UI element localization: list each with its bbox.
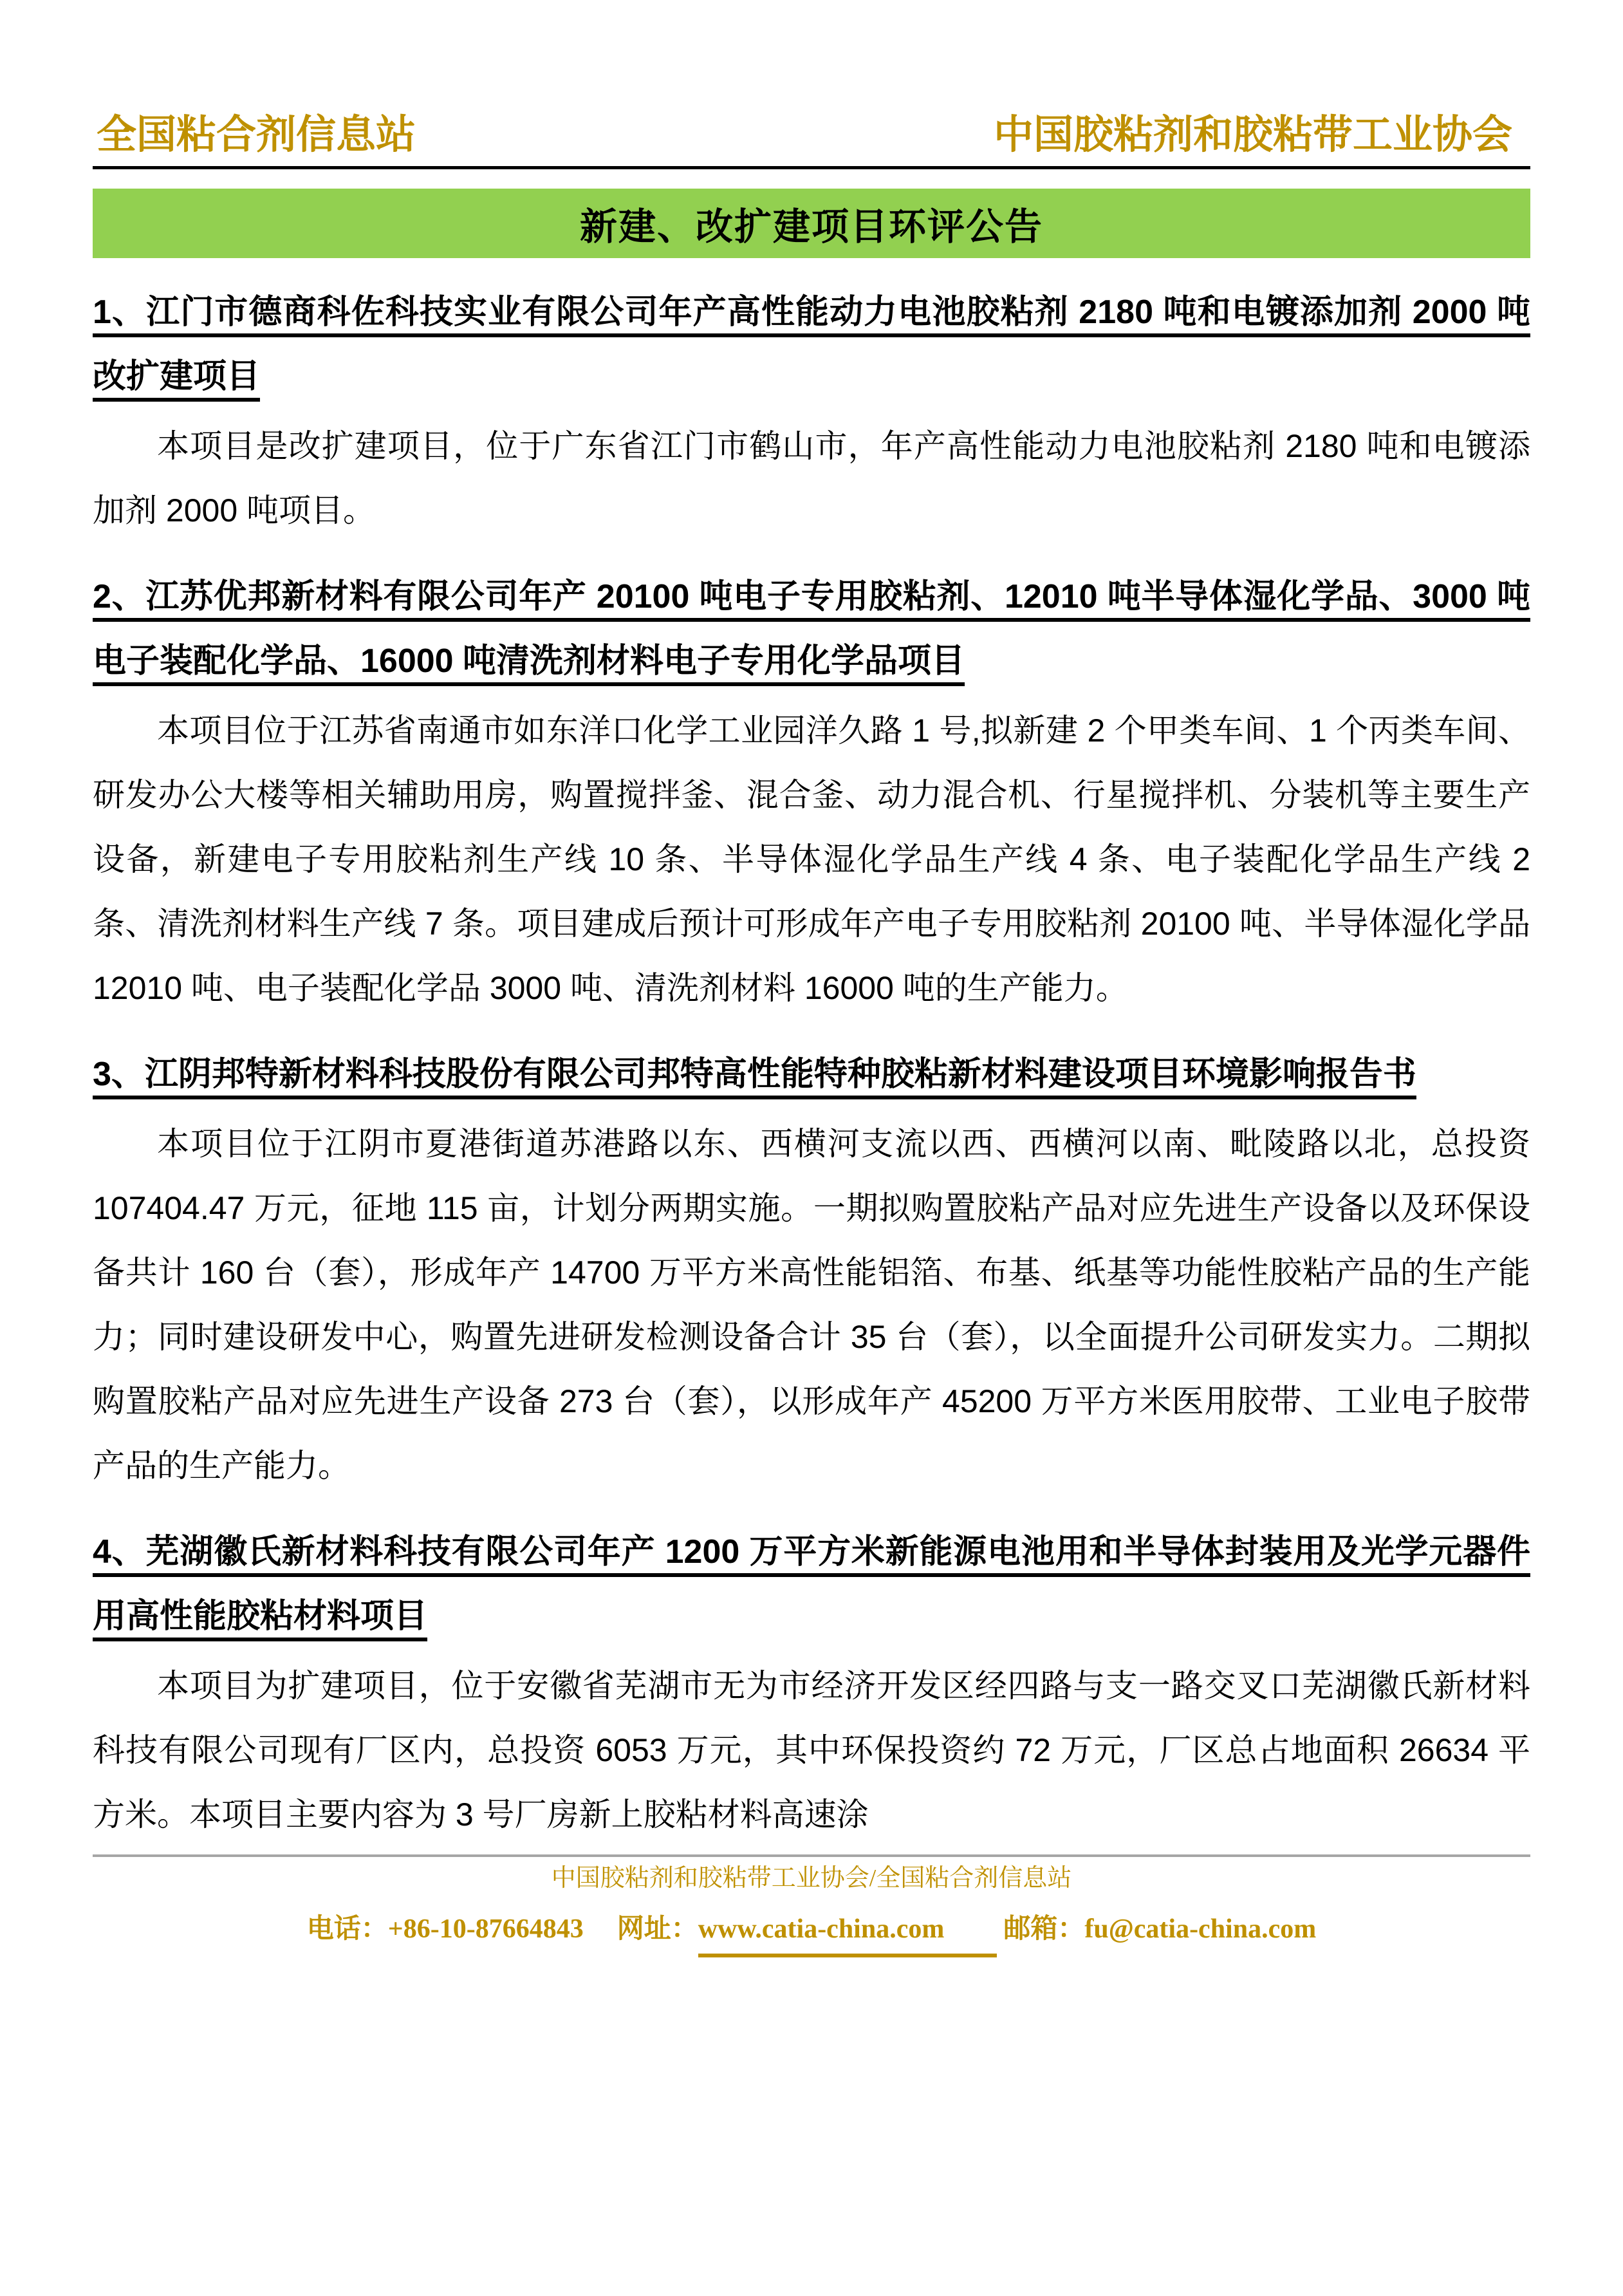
section-2-heading: 2、江苏优邦新材料有限公司年产 20100 吨电子专用胶粘剂、12010 吨半导体湿化学品、3000 吨电子装配化学品、16000 吨清洗剂材料电子专用化学品项目	[93, 578, 1530, 680]
footer-org-line: 中国胶粘剂和胶粘带工业协会/全国粘合剂信息站	[551, 1865, 1072, 1892]
section-3-paragraph: 本项目位于江阴市夏港街道苏港路以东、西横河支流以西、西横河以南、毗陵路以北，总投资 107404.47 万元，征地 115 亩，计划分两期实施。一期拟购置胶粘产品对应先进生产设备以及环保设备共计 160 台（套），形成年产 14700 万平方米高性能铝箔、布基、纸基等功能性胶粘产品的生产能力；同时建设研发中心，购置先进研发检测设备合计 35 台（套），以全面提升公司研发实力。二期拟购置胶粘产品对应先进生产设备 273 台（套），以形成年产 45200 万平方米医用胶带、工业电子胶带产品的生产能力。	[93, 1126, 1530, 1484]
page-header	[93, 113, 1530, 157]
phone-label: 电话：	[306, 1914, 388, 1944]
section-4-paragraph: 本项目为扩建项目，位于安徽省芜湖市无为市经济开发区经四路与支一路交叉口芜湖徽氏新材料科技有限公司现有厂区内，总投资 6053 万元，其中环保投资约 72 万元，厂区总占地面积 26634 平方米。本项目主要内容为 3 号厂房新上胶粘材料高速涂	[93, 1668, 1530, 1833]
banner-title: 新建、改扩建项目环评公告	[579, 206, 1043, 248]
header-left-title: 全国粘合剂信息站	[97, 113, 416, 157]
phone-value: +86-10-87664843	[387, 1914, 584, 1944]
section-4-heading: 4、芜湖徽氏新材料科技有限公司年产 1200 万平方米新能源电池用和半导体封装用及光学元器件用高性能胶粘材料项目	[93, 1533, 1530, 1635]
section-1-heading: 1、江门市德商科佐科技实业有限公司年产高性能动力电池胶粘剂 2180 吨和电镀添加剂 2000 吨改扩建项目	[93, 294, 1530, 395]
email-label: 邮箱：	[1003, 1914, 1085, 1944]
section-1-paragraph: 本项目是改扩建项目，位于广东省江门市鹤山市，年产高性能动力电池胶粘剂 2180 吨和电镀添加剂 2000 吨项目。	[93, 428, 1530, 528]
section-3-heading: 3、江阴邦特新材料科技股份有限公司邦特高性能特种胶粘新材料建设项目环境影响报告书	[93, 1056, 1416, 1093]
header-right-title: 中国胶粘剂和胶粘带工业协会	[993, 113, 1512, 157]
announcement-banner	[93, 189, 1530, 258]
page-content	[93, 0, 1530, 1957]
footer-contact-line	[93, 1911, 1530, 1957]
website-label: 网址：	[617, 1914, 698, 1944]
section-2-paragraph: 本项目位于江苏省南通市如东洋口化学工业园洋久路 1 号,拟新建 2 个甲类车间、1 个丙类车间、研发办公大楼等相关辅助用房，购置搅拌釜、混合釜、动力混合机、行星搅拌机、分装机等主要生产设备，新建电子专用胶粘剂生产线 10 条、半导体湿化学品生产线 4 条、电子装配化学品生产线 2 条、清洗剂材料生产线 7 条。项目建成后预计可形成年产电子专用胶粘剂 20100 吨、半导体湿化学品 12010 吨、电子装配化学品 3000 吨、清洗剂材料 16000 吨的生产能力。	[93, 713, 1530, 1006]
header-divider	[93, 166, 1530, 169]
website-link[interactable]: www.catia-china.com	[698, 1911, 997, 1957]
footer-divider	[93, 1854, 1530, 1857]
email-value: fu@catia-china.com	[1084, 1914, 1317, 1944]
